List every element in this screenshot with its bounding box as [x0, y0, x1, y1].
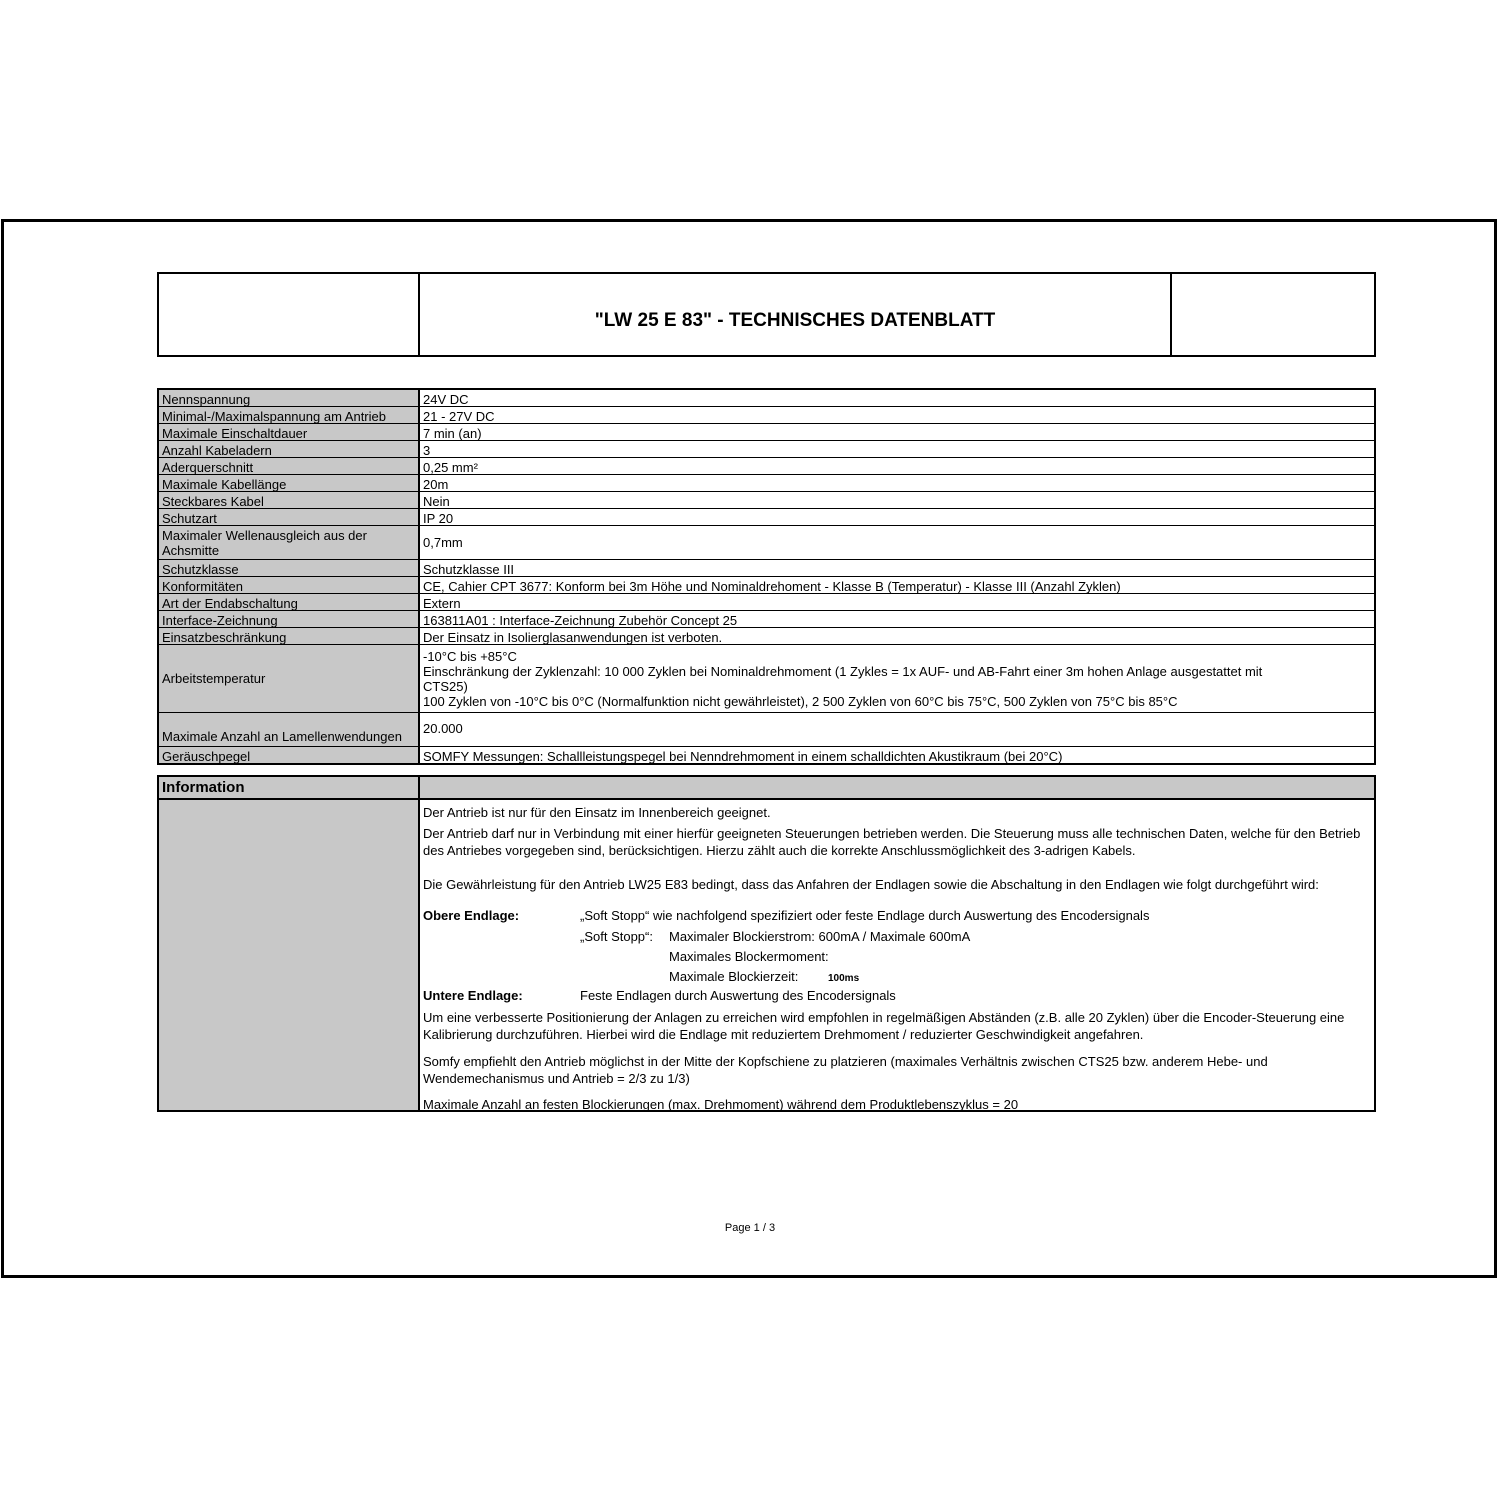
info-paragraph: Der Antrieb ist nur für den Einsatz im Innenbereich geeignet. [423, 805, 771, 820]
spec-row [159, 440, 1374, 457]
info-paragraph: Maximale Anzahl an festen Blockierungen (max. Drehmoment) während dem Produktlebenszyklus = 20 [423, 1097, 1019, 1112]
spec-label: Nennspannung [159, 390, 420, 406]
spec-label: Anzahl Kabeladern [159, 441, 420, 457]
spec-label: Maximale Kabellänge [159, 475, 420, 491]
spec-row [159, 390, 1374, 406]
spec-row [159, 559, 1374, 576]
spec-label: Art der Endabschaltung [159, 594, 420, 610]
spec-label: Geräuschpegel [159, 747, 420, 763]
info-left-cell [159, 800, 420, 1110]
spec-row [159, 627, 1374, 644]
soft-stopp-label: „Soft Stopp“: [580, 929, 653, 944]
spec-value: Nein [423, 494, 450, 509]
spec-value: Schutzklasse III [423, 562, 515, 577]
spec-row [159, 423, 1374, 440]
spec-row [159, 406, 1374, 423]
spec-value: IP 20 [423, 511, 454, 526]
spec-label: Maximaler Wellenausgleich aus der Achsmitte [159, 526, 420, 559]
spec-row [159, 474, 1374, 491]
spec-row [159, 610, 1374, 627]
spec-row [159, 576, 1374, 593]
page-number: Page 1 / 3 [724, 1222, 776, 1234]
spec-row [159, 508, 1374, 525]
spec-row [159, 491, 1374, 508]
spec-value: 3 [423, 443, 431, 458]
info-heading: Information [159, 777, 420, 798]
spec-value-line: 100 Zyklen von -10°C bis 0°C (Normalfunktion nicht gewährleistet), 2 500 Zyklen von 60°C bis 75°C, 500 Zyklen von 75°C bis 85°C [423, 694, 1178, 709]
spec-value-line: -10°C bis +85°C [423, 649, 517, 664]
header-title-cell [420, 274, 1172, 355]
spec-row [159, 457, 1374, 474]
header-right-cell [1172, 274, 1374, 355]
spec-value-multiline [420, 645, 1374, 712]
info-paragraph: Somfy empfiehlt den Antrieb möglichst in der Mitte der Kopfschiene zu platzieren (maximales Verhältnis zwischen CTS25 bzw. anderem Hebe- und Wendemechanismus und Antrieb = 2/3 zu 1/3) [423, 1054, 1268, 1086]
header-box [157, 272, 1376, 357]
info-body [159, 800, 1374, 1110]
soft-stopp-line: Maximales Blockermoment: [669, 949, 829, 964]
spec-label: Interface-Zeichnung [159, 611, 420, 627]
spec-value: 20.000 [423, 721, 463, 736]
document-title: "LW 25 E 83" - TECHNISCHES DATENBLATT [594, 309, 996, 331]
spec-value: 20m [423, 477, 449, 492]
spec-row [159, 746, 1374, 763]
spec-value: CE, Cahier CPT 3677: Konform bei 3m Höhe und Nominaldrehoment - Klasse B (Temperatur) - Klasse III (Anzahl Zyklen) [423, 579, 1121, 594]
spec-value: 0,7mm [423, 535, 463, 550]
spec-label: Maximale Einschaltdauer [159, 424, 420, 440]
spec-value: Extern [423, 596, 461, 611]
spec-row [159, 525, 1374, 559]
soft-stopp-line: Maximale Blockierzeit: [669, 969, 799, 984]
spec-label: Schutzart [159, 509, 420, 525]
spec-row [159, 712, 1374, 746]
spec-value: 21 - 27V DC [423, 409, 495, 424]
spec-value: 7 min (an) [423, 426, 482, 441]
spec-label: Maximale Anzahl an Lamellenwendungen [159, 713, 420, 746]
spec-label: Einsatzbeschränkung [159, 628, 420, 644]
spec-value: 0,25 mm² [423, 460, 478, 475]
spec-row [159, 644, 1374, 712]
info-paragraph: Die Gewährleistung für den Antrieb LW25 E83 bedingt, dass das Anfahren der Endlagen sowie die Abschaltung in den Endlagen wie folgt durchgeführt wird: [423, 877, 1319, 892]
untere-endlage-text: Feste Endlagen durch Auswertung des Encodersignals [580, 988, 896, 1003]
spec-value: SOMFY Messungen: Schallleistungspegel bei Nenndrehmoment in einem schalldichten Akustikraum (bei 20°C) [423, 749, 1063, 764]
spec-label: Konformitäten [159, 577, 420, 593]
spec-value: 24V DC [423, 392, 469, 407]
spec-label: Minimal-/Maximalspannung am Antrieb [159, 407, 420, 423]
obere-endlage-text: „Soft Stopp“ wie nachfolgend spezifiziert oder feste Endlage durch Auswertung des Encodersignals [580, 908, 1150, 923]
info-header-row [159, 777, 1374, 800]
info-right-cell [420, 800, 1374, 1110]
blockierzeit-value: 100ms [828, 973, 860, 984]
spec-label: Steckbares Kabel [159, 492, 420, 508]
spec-table [157, 388, 1376, 765]
spec-label: Aderquerschnitt [159, 458, 420, 474]
info-paragraph: Um eine verbesserte Positionierung der Anlagen zu erreichen wird empfohlen in regelmäßigen Abständen (z.B. alle 20 Zyklen) über die Encoder-Steuerung eine Kalibrierung durchzuführen. Hierbei wird die Endlage mit reduziertem Drehmoment / reduzierter Geschwindigkeit angefahren. [423, 1010, 1345, 1042]
obere-endlage-label: Obere Endlage: [423, 908, 520, 923]
header-logo-cell [159, 274, 420, 355]
info-header-empty [420, 777, 1374, 798]
spec-row [159, 593, 1374, 610]
soft-stopp-line: Maximaler Blockierstrom: 600mA / Maximale 600mA [669, 929, 971, 944]
spec-value-line: Einschränkung der Zyklenzahl: 10 000 Zyklen bei Nominaldrehmoment (1 Zykles = 1x AUF- und AB-Fahrt einer 3m hohen Anlage ausgestattet mit CTS25) [423, 664, 1263, 694]
spec-value: 163811A01 : Interface-Zeichnung Zubehör Concept 25 [423, 613, 738, 628]
info-paragraph: Der Antrieb darf nur in Verbindung mit einer hierfür geeigneten Steuerungen betrieben werden. Die Steuerung muss alle technischen Daten, welche für den Betrieb des Antriebes vorgegeben sind, berücksichtigen. Hierzu zählt auch die korrekte Anschlussmöglichkeit des 3-adrigen Kabels. [423, 826, 1361, 858]
spec-label: Arbeitstemperatur [159, 645, 420, 712]
spec-value: Der Einsatz in Isolierglasanwendungen ist verboten. [423, 630, 723, 645]
untere-endlage-label: Untere Endlage: [423, 988, 523, 1003]
info-table [157, 775, 1376, 1112]
spec-label: Schutzklasse [159, 560, 420, 576]
